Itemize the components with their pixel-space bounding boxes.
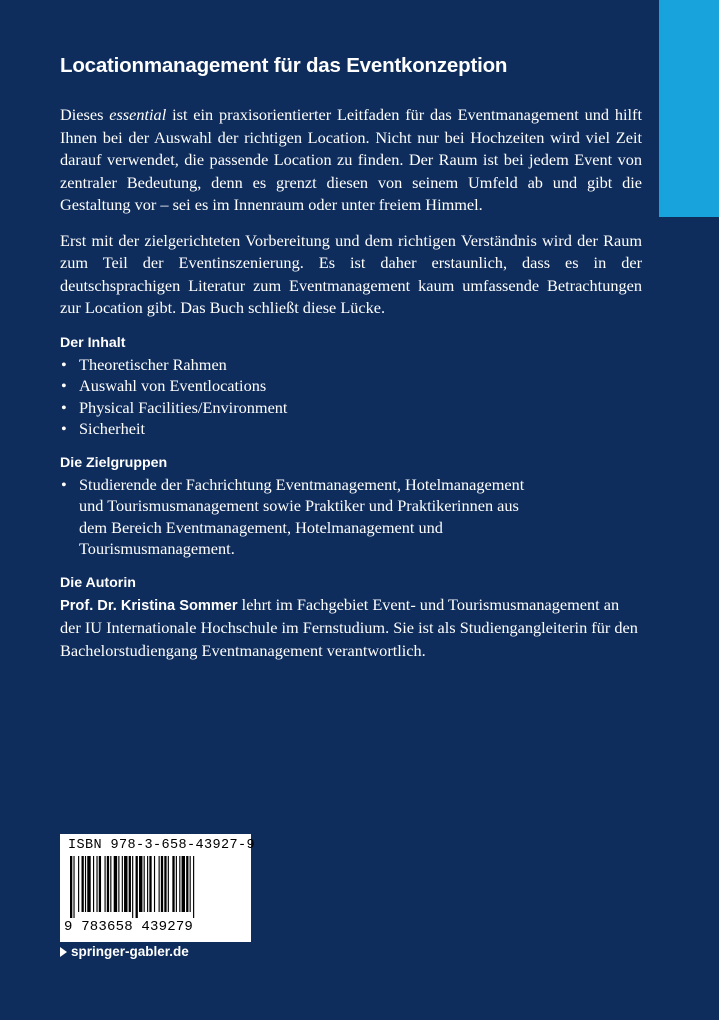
- list-item: • Theoretischer Rahmen: [60, 354, 642, 376]
- list-item: • Auswahl von Eventlocations: [60, 375, 642, 397]
- list-item: • Sicherheit: [60, 418, 642, 440]
- intro-text-1: Dieses: [60, 105, 110, 124]
- isbn-label: ISBN 978-3-658-43927-9: [68, 838, 256, 853]
- back-cover-content: [60, 52, 642, 662]
- barcode-bars: [70, 856, 242, 918]
- book-title: Locationmanagement für das Eventkonzeption: [60, 54, 508, 77]
- publisher-url: springer-gabler.de: [71, 944, 189, 959]
- author-name: Prof. Dr. Kristina Sommer: [60, 597, 238, 614]
- intro-paragraph: [60, 104, 642, 217]
- accent-bar: [659, 0, 719, 217]
- inhalt-heading: Der Inhalt: [60, 334, 126, 351]
- author-paragraph: [60, 594, 642, 663]
- publisher-link[interactable]: [60, 944, 189, 959]
- intro-italic: essential: [109, 105, 167, 124]
- list-item: • Studierende der Fachrichtung Eventmanagement, Hotelmanagement und Tourismusmanagement sowie Praktiker und Praktikerinnen aus dem Bereich Eventmanagement, Hotelmanagement und Tourismusmanagement.: [60, 474, 550, 560]
- zielgruppen-list: [60, 474, 550, 560]
- author-bio: lehrt im Fachgebiet Event- und Tourismusmanagement an der IU Internationale Hochschule im Fernstudium. Sie ist als Studiengangleiterin für den Bachelorstudiengang Eventmanagement verantwortlich.: [60, 594, 638, 660]
- ean-number: 9 783658 439279: [64, 919, 194, 935]
- list-item: • Physical Facilities/Environment: [60, 397, 642, 419]
- arrow-right-icon: [60, 947, 67, 957]
- barcode: [60, 834, 256, 942]
- intro-text-2: ist ein praxisorientierter Leitfaden für das Eventmanagement und hilft Ihnen bei der Auswahl der richtigen Location. Nicht nur bei Hochzeiten wird viel Zeit darauf verwendet, die passende Location zu finden. Der Raum ist bei jedem Event von zentraler Bedeutung, denn es grenzt diesen von seinem Umfeld ab und gibt die Gestaltung vor – sei es im Innenraum oder unter freiem Himmel.: [60, 105, 642, 214]
- second-paragraph: Erst mit der zielgerichteten Vorbereitung und dem richtigen Verständnis wird der Raum zum Teil der Eventinszenierung. Es ist daher erstaunlich, dass es in der deutschsprachigen Literatur zum Eventmanagement kaum umfassende Betrachtungen zur Location gibt. Das Buch schließt diese Lücke.: [60, 230, 642, 317]
- zielgruppen-heading: Die Zielgruppen: [60, 454, 168, 471]
- inhalt-list: [60, 354, 642, 440]
- autorin-heading: Die Autorin: [60, 574, 136, 591]
